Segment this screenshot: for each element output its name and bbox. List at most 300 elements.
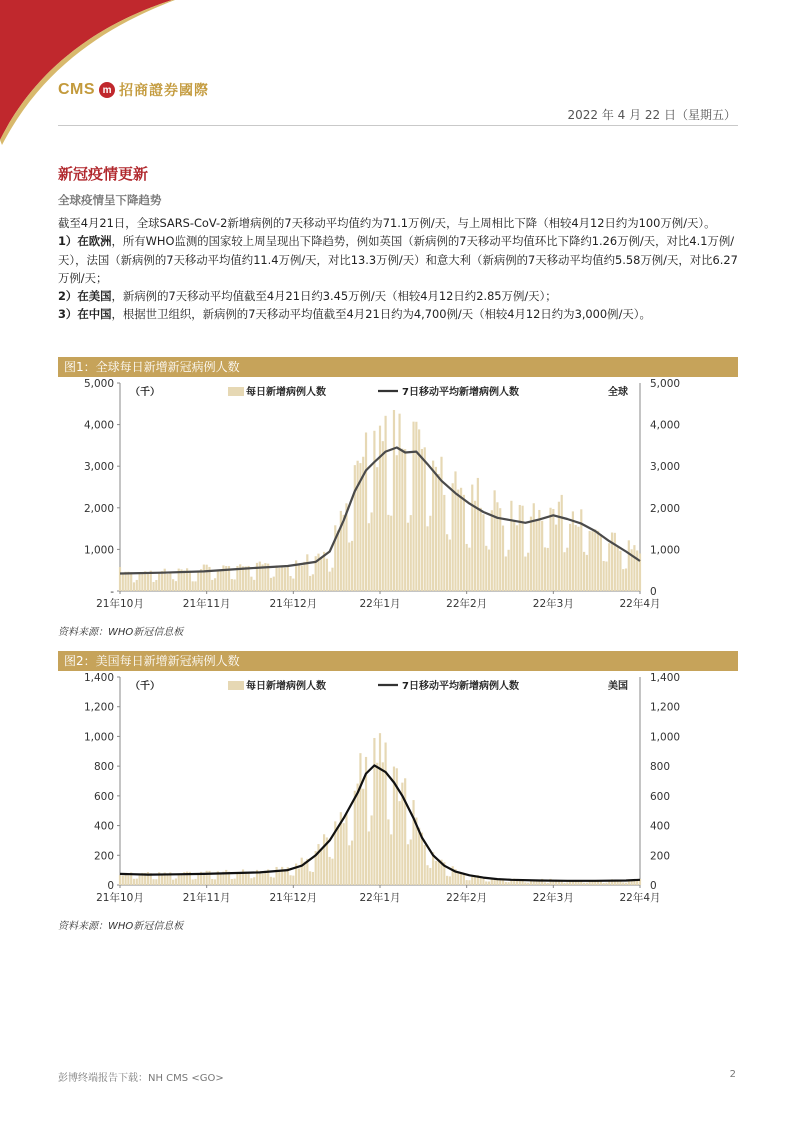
daily-cases-bar bbox=[508, 882, 510, 885]
y-tick-label-right: 800 bbox=[650, 761, 671, 774]
legend-bar-label: 每日新增病例人数 bbox=[246, 387, 326, 398]
daily-cases-bar bbox=[547, 883, 549, 885]
daily-cases-bar bbox=[385, 416, 387, 591]
daily-cases-bar bbox=[217, 570, 219, 591]
daily-cases-bar bbox=[519, 505, 521, 591]
daily-cases-bar bbox=[390, 516, 392, 591]
daily-cases-bar bbox=[301, 858, 303, 885]
daily-cases-bar bbox=[527, 883, 529, 885]
daily-cases-bar bbox=[178, 874, 180, 885]
daily-cases-bar bbox=[435, 861, 437, 885]
footer-bloomberg: 彭博终端报告下载：NH CMS <GO> bbox=[58, 1073, 224, 1084]
daily-cases-bar bbox=[415, 422, 417, 591]
daily-cases-bar bbox=[533, 503, 535, 591]
daily-cases-bar bbox=[544, 547, 546, 591]
daily-cases-bar bbox=[351, 841, 353, 885]
daily-cases-bar bbox=[320, 558, 322, 591]
daily-cases-bar bbox=[639, 553, 641, 591]
daily-cases-bar bbox=[527, 553, 529, 591]
daily-cases-bar bbox=[376, 467, 378, 591]
chart-global bbox=[58, 357, 738, 638]
daily-cases-bar bbox=[549, 508, 551, 591]
daily-cases-bar bbox=[189, 571, 191, 591]
daily-cases-bar bbox=[404, 778, 406, 885]
daily-cases-bar bbox=[194, 581, 196, 591]
y-tick-label-left: 4,000 bbox=[83, 419, 114, 432]
x-tick-label: 22年3月 bbox=[532, 892, 574, 904]
y-tick-label-right: 600 bbox=[650, 790, 671, 803]
daily-cases-bar bbox=[301, 565, 303, 591]
daily-cases-bar bbox=[460, 874, 462, 885]
chart-global-plot bbox=[58, 377, 738, 615]
daily-cases-bar bbox=[496, 502, 498, 591]
daily-cases-bar bbox=[312, 872, 314, 885]
daily-cases-bar bbox=[133, 582, 135, 591]
y-tick-label-right: 1,400 bbox=[650, 672, 681, 684]
legend-bar-label: 每日新增病例人数 bbox=[246, 681, 326, 692]
text-europe: ，所有WHO监测的国家较上周呈现出下降趋势，例如英国（新病例的7天移动平均值环比下降约1.26万例/天，对比4.1万例/天），法国（新病例的7天移动平均值约11.4万例/天，对比13.3万例/天）和意大利（新病例的7天移动平均值约5.58万例/天，对比6.27万例/天； bbox=[58, 234, 738, 285]
daily-cases-bar bbox=[432, 461, 434, 591]
daily-cases-bar bbox=[169, 573, 171, 591]
daily-cases-bar bbox=[303, 562, 305, 591]
daily-cases-bar bbox=[580, 509, 582, 591]
daily-cases-bar bbox=[569, 524, 571, 591]
daily-cases-bar bbox=[130, 572, 132, 591]
daily-cases-bar bbox=[614, 533, 616, 591]
y-tick-label-right: 1,000 bbox=[650, 731, 681, 744]
daily-cases-bar bbox=[502, 880, 504, 885]
daily-cases-bar bbox=[379, 426, 381, 591]
y-tick-label-right: 0 bbox=[650, 880, 657, 892]
daily-cases-bar bbox=[155, 580, 157, 591]
section-subtitle: 全球疫情呈下降趋势 bbox=[58, 193, 162, 207]
x-tick-label: 22年2月 bbox=[446, 892, 488, 904]
x-tick-label: 21年10月 bbox=[96, 892, 144, 904]
daily-cases-bar bbox=[357, 461, 359, 591]
region-label: 全球 bbox=[608, 387, 628, 398]
daily-cases-bar bbox=[376, 763, 378, 885]
unit-label: （千） bbox=[130, 681, 160, 692]
daily-cases-bar bbox=[152, 582, 154, 591]
daily-cases-bar bbox=[155, 879, 157, 885]
daily-cases-bar bbox=[211, 879, 213, 885]
region-label: 美国 bbox=[608, 681, 628, 692]
daily-cases-bar bbox=[119, 567, 121, 591]
daily-cases-bar bbox=[426, 526, 428, 591]
daily-cases-bar bbox=[348, 543, 350, 591]
y-tick-label-right: 5,000 bbox=[650, 378, 681, 390]
daily-cases-bar bbox=[429, 868, 431, 885]
daily-cases-bar bbox=[382, 762, 384, 885]
daily-cases-bar bbox=[426, 865, 428, 885]
daily-cases-bar bbox=[474, 877, 476, 885]
daily-cases-bar bbox=[575, 525, 577, 591]
daily-cases-bar bbox=[558, 502, 560, 591]
daily-cases-bar bbox=[292, 579, 294, 591]
daily-cases-bar bbox=[625, 568, 627, 591]
daily-cases-bar bbox=[206, 565, 208, 591]
daily-cases-bar bbox=[250, 577, 252, 591]
daily-cases-bar bbox=[289, 576, 291, 591]
daily-cases-bar bbox=[144, 571, 146, 591]
daily-cases-bar bbox=[449, 540, 451, 591]
daily-cases-bar bbox=[281, 565, 283, 591]
daily-cases-bar bbox=[231, 879, 233, 885]
unit-label: （千） bbox=[130, 387, 160, 398]
daily-cases-bar bbox=[505, 882, 507, 885]
daily-cases-bar bbox=[463, 495, 465, 591]
daily-cases-bar bbox=[410, 515, 412, 591]
page-number: 2 bbox=[729, 1069, 736, 1080]
chart-source: 资料来源：WHO新冠信息板 bbox=[58, 921, 184, 932]
daily-cases-bar bbox=[248, 566, 250, 591]
daily-cases-bar bbox=[625, 883, 627, 885]
daily-cases-bar bbox=[119, 875, 121, 885]
daily-cases-bar bbox=[158, 573, 160, 591]
daily-cases-bar bbox=[138, 875, 140, 885]
daily-cases-bar bbox=[192, 581, 194, 591]
daily-cases-bar bbox=[466, 880, 468, 885]
x-tick-label: 21年12月 bbox=[269, 598, 318, 610]
daily-cases-bar bbox=[306, 554, 308, 591]
daily-cases-bar bbox=[485, 881, 487, 885]
daily-cases-bar bbox=[412, 800, 414, 885]
legend-line-label: 7日移动平均新增病例人数 bbox=[402, 387, 519, 398]
legend-bar-swatch bbox=[228, 387, 244, 396]
daily-cases-bar bbox=[468, 548, 470, 591]
daily-cases-bar bbox=[449, 876, 451, 885]
daily-cases-bar bbox=[234, 879, 236, 885]
daily-cases-bar bbox=[622, 569, 624, 591]
daily-cases-bar bbox=[429, 516, 431, 591]
daily-cases-bar bbox=[457, 490, 459, 591]
y-tick-label-left: 800 bbox=[93, 761, 114, 774]
daily-cases-bar bbox=[583, 883, 585, 885]
daily-cases-bar bbox=[373, 431, 375, 591]
daily-cases-bar bbox=[138, 573, 140, 591]
daily-cases-bar bbox=[387, 819, 389, 885]
chart-us bbox=[58, 651, 738, 932]
daily-cases-bar bbox=[354, 465, 356, 591]
daily-cases-bar bbox=[275, 565, 277, 591]
paragraph-global: 截至4月21日，全球SARS-CoV-2新增病例的7天移动平均值约为71.1万例/天，与上周相比下降（相较4月12日约为100万例/天）。 bbox=[58, 216, 716, 230]
daily-cases-bar bbox=[480, 508, 482, 591]
daily-cases-bar bbox=[577, 527, 579, 591]
daily-cases-bar bbox=[547, 548, 549, 591]
daily-cases-bar bbox=[488, 881, 490, 885]
daily-cases-bar bbox=[438, 474, 440, 591]
y-tick-label-right: 2,000 bbox=[650, 502, 681, 515]
daily-cases-bar bbox=[125, 874, 127, 885]
daily-cases-bar bbox=[538, 510, 540, 591]
daily-cases-bar bbox=[603, 561, 605, 591]
daily-cases-bar bbox=[122, 876, 124, 885]
daily-cases-bar bbox=[521, 506, 523, 591]
x-tick-label: 21年12月 bbox=[269, 892, 318, 904]
daily-cases-bar bbox=[261, 874, 263, 885]
y-tick-label-left: 1,200 bbox=[83, 701, 114, 714]
daily-cases-bar bbox=[345, 813, 347, 885]
daily-cases-bar bbox=[234, 579, 236, 591]
daily-cases-bar bbox=[438, 859, 440, 885]
daily-cases-bar bbox=[253, 877, 255, 885]
daily-cases-bar bbox=[385, 743, 387, 885]
daily-cases-bar bbox=[622, 882, 624, 885]
daily-cases-bar bbox=[617, 547, 619, 591]
daily-cases-bar bbox=[175, 878, 177, 885]
daily-cases-bar bbox=[524, 557, 526, 591]
daily-cases-bar bbox=[357, 784, 359, 885]
daily-cases-bar bbox=[544, 882, 546, 885]
y-tick-label-left: - bbox=[110, 586, 114, 598]
daily-cases-bar bbox=[583, 552, 585, 591]
daily-cases-bar bbox=[597, 531, 599, 591]
daily-cases-bar bbox=[446, 876, 448, 885]
daily-cases-bar bbox=[331, 568, 333, 591]
daily-cases-bar bbox=[418, 828, 420, 885]
body-text bbox=[58, 214, 740, 324]
daily-cases-bar bbox=[220, 874, 222, 885]
daily-cases-bar bbox=[412, 422, 414, 591]
daily-cases-bar bbox=[337, 530, 339, 591]
daily-cases-bar bbox=[329, 572, 331, 591]
daily-cases-bar bbox=[289, 875, 291, 885]
daily-cases-bar bbox=[401, 449, 403, 591]
y-tick-label-left: 3,000 bbox=[83, 461, 114, 474]
daily-cases-bar bbox=[477, 478, 479, 591]
label-europe: 1）在欧洲 bbox=[58, 234, 112, 249]
daily-cases-bar bbox=[404, 449, 406, 591]
daily-cases-bar bbox=[460, 488, 462, 591]
daily-cases-bar bbox=[329, 857, 331, 885]
daily-cases-bar bbox=[410, 839, 412, 885]
section-title: 新冠疫情更新 bbox=[58, 165, 149, 183]
daily-cases-bar bbox=[443, 495, 445, 591]
logo-text-en: CMS bbox=[58, 81, 96, 98]
logo-text-cn: 招商證券國際 bbox=[119, 83, 210, 99]
paragraph-china bbox=[58, 305, 740, 323]
y-tick-label-left: 1,000 bbox=[83, 544, 114, 557]
daily-cases-bar bbox=[463, 874, 465, 885]
y-tick-label-left: 5,000 bbox=[83, 378, 114, 390]
daily-cases-bar bbox=[390, 834, 392, 885]
daily-cases-bar bbox=[566, 548, 568, 591]
daily-cases-bar bbox=[136, 879, 138, 885]
chart-title: 图1：全球每日新增新冠病例人数 bbox=[58, 357, 738, 377]
daily-cases-bar bbox=[502, 526, 504, 591]
daily-cases-bar bbox=[524, 882, 526, 885]
daily-cases-bar bbox=[605, 883, 607, 885]
daily-cases-bar bbox=[633, 545, 635, 591]
daily-cases-bar bbox=[359, 753, 361, 885]
daily-cases-bar bbox=[273, 878, 275, 885]
x-tick-label: 22年3月 bbox=[532, 598, 574, 610]
daily-cases-bar bbox=[127, 572, 129, 591]
daily-cases-bar bbox=[591, 531, 593, 591]
y-tick-label-right: 1,000 bbox=[650, 544, 681, 557]
daily-cases-bar bbox=[407, 844, 409, 885]
y-tick-label-left: 1,000 bbox=[83, 731, 114, 744]
daily-cases-bar bbox=[589, 531, 591, 591]
daily-cases-bar bbox=[337, 827, 339, 885]
y-tick-label-left: 2,000 bbox=[83, 502, 114, 515]
daily-cases-bar bbox=[466, 544, 468, 591]
daily-cases-bar bbox=[214, 879, 216, 885]
daily-cases-bar bbox=[136, 580, 138, 591]
daily-cases-bar bbox=[482, 514, 484, 591]
daily-cases-bar bbox=[491, 510, 493, 591]
daily-cases-bar bbox=[474, 501, 476, 591]
paragraph-us bbox=[58, 287, 740, 305]
daily-cases-bar bbox=[365, 432, 367, 591]
label-china: 3）在中国 bbox=[58, 307, 112, 322]
daily-cases-bar bbox=[485, 546, 487, 591]
daily-cases-bar bbox=[516, 525, 518, 591]
daily-cases-bar bbox=[343, 515, 345, 591]
daily-cases-bar bbox=[180, 874, 182, 885]
x-tick-label: 22年2月 bbox=[446, 598, 488, 610]
daily-cases-bar bbox=[603, 883, 605, 885]
daily-cases-bar bbox=[488, 550, 490, 591]
daily-cases-bar bbox=[435, 467, 437, 591]
daily-cases-bar bbox=[508, 550, 510, 591]
daily-cases-bar bbox=[535, 520, 537, 591]
text-us: ，新病例的7天移动平均值截至4月21日约3.45万例/天（相较4月12日约2.85万例/天）； bbox=[111, 289, 557, 304]
daily-cases-bar bbox=[166, 574, 168, 591]
daily-cases-bar bbox=[147, 573, 149, 591]
daily-cases-bar bbox=[424, 845, 426, 885]
company-logo bbox=[58, 80, 209, 100]
x-tick-label: 22年1月 bbox=[359, 892, 401, 904]
daily-cases-bar bbox=[284, 568, 286, 591]
daily-cases-bar bbox=[499, 508, 501, 591]
daily-cases-bar bbox=[166, 874, 168, 885]
daily-cases-bar bbox=[172, 880, 174, 885]
y-tick-label-right: 400 bbox=[650, 820, 671, 833]
daily-cases-bar bbox=[273, 577, 275, 591]
daily-cases-bar bbox=[396, 455, 398, 591]
daily-cases-bar bbox=[368, 523, 370, 591]
daily-cases-bar bbox=[287, 567, 289, 591]
daily-cases-bar bbox=[231, 579, 233, 591]
daily-cases-bar bbox=[309, 576, 311, 591]
daily-cases-bar bbox=[326, 559, 328, 591]
daily-cases-bar bbox=[211, 580, 213, 591]
legend-bar-swatch bbox=[228, 681, 244, 690]
daily-cases-bar bbox=[292, 876, 294, 885]
daily-cases-bar bbox=[220, 570, 222, 591]
daily-cases-bar bbox=[563, 552, 565, 591]
daily-cases-bar bbox=[236, 874, 238, 885]
daily-cases-bar bbox=[572, 511, 574, 591]
daily-cases-bar bbox=[133, 879, 135, 885]
daily-cases-bar bbox=[320, 849, 322, 885]
daily-cases-bar bbox=[600, 534, 602, 591]
daily-cases-bar bbox=[270, 877, 272, 885]
x-tick-label: 22年4月 bbox=[619, 598, 661, 610]
y-tick-label-right: 1,200 bbox=[650, 701, 681, 714]
text-china: ，根据世卫组织，新病例的7天移动平均值截至4月21日约为4,700例/天（相较4月12日约为3,000例/天）。 bbox=[111, 307, 651, 322]
daily-cases-bar bbox=[393, 410, 395, 591]
y-tick-label-left: 400 bbox=[93, 820, 114, 833]
daily-cases-bar bbox=[561, 495, 563, 591]
daily-cases-bar bbox=[351, 541, 353, 591]
daily-cases-bar bbox=[452, 483, 454, 591]
daily-cases-bar bbox=[513, 521, 515, 591]
daily-cases-bar bbox=[278, 872, 280, 885]
daily-cases-bar bbox=[398, 801, 400, 885]
daily-cases-bar bbox=[373, 738, 375, 885]
daily-cases-bar bbox=[152, 879, 154, 885]
daily-cases-bar bbox=[214, 578, 216, 591]
daily-cases-bar bbox=[298, 868, 300, 885]
daily-cases-bar bbox=[421, 449, 423, 591]
daily-cases-bar bbox=[362, 789, 364, 885]
daily-cases-bar bbox=[161, 571, 163, 591]
daily-cases-bar bbox=[563, 883, 565, 885]
daily-cases-bar bbox=[510, 501, 512, 591]
daily-cases-bar bbox=[183, 571, 185, 591]
daily-cases-bar bbox=[594, 529, 596, 591]
daily-cases-bar bbox=[331, 859, 333, 885]
logo-mark-icon: m bbox=[99, 82, 115, 98]
y-tick-label-left: 200 bbox=[93, 850, 114, 863]
y-tick-label-right: 200 bbox=[650, 850, 671, 863]
daily-cases-bar bbox=[505, 556, 507, 591]
corner-ornament bbox=[0, 0, 175, 145]
daily-cases-bar bbox=[636, 550, 638, 591]
daily-cases-bar bbox=[628, 540, 630, 591]
daily-cases-bar bbox=[494, 490, 496, 591]
daily-cases-bar bbox=[242, 566, 244, 591]
daily-cases-bar bbox=[379, 733, 381, 885]
daily-cases-bar bbox=[275, 867, 277, 885]
chart-source: 资料来源：WHO新冠信息板 bbox=[58, 627, 184, 638]
x-tick-label: 21年11月 bbox=[182, 598, 231, 610]
daily-cases-bar bbox=[284, 869, 286, 885]
daily-cases-bar bbox=[248, 873, 250, 885]
daily-cases-bar bbox=[457, 872, 459, 885]
x-tick-label: 21年11月 bbox=[182, 892, 231, 904]
daily-cases-bar bbox=[398, 414, 400, 591]
daily-cases-bar bbox=[278, 568, 280, 591]
daily-cases-bar bbox=[424, 447, 426, 591]
daily-cases-bar bbox=[323, 552, 325, 591]
daily-cases-bar bbox=[371, 815, 373, 885]
daily-cases-bar bbox=[259, 872, 261, 885]
paragraph-europe bbox=[58, 232, 740, 287]
daily-cases-bar bbox=[555, 525, 557, 591]
report-date: 2022 年 4 月 22 日（星期五） bbox=[567, 108, 736, 122]
daily-cases-bar bbox=[552, 509, 554, 591]
daily-cases-bar bbox=[194, 879, 196, 885]
daily-cases-bar bbox=[270, 578, 272, 591]
daily-cases-bar bbox=[368, 831, 370, 885]
y-tick-label-right: 3,000 bbox=[650, 461, 681, 474]
daily-cases-bar bbox=[454, 471, 456, 591]
label-us: 2）在美国 bbox=[58, 289, 112, 304]
y-tick-label-left: 0 bbox=[107, 880, 114, 892]
daily-cases-bar bbox=[586, 555, 588, 591]
daily-cases-bar bbox=[440, 457, 442, 591]
daily-cases-bar bbox=[348, 845, 350, 885]
daily-cases-bar bbox=[530, 517, 532, 591]
legend-line-label: 7日移动平均新增病例人数 bbox=[402, 681, 519, 692]
daily-cases-bar bbox=[197, 571, 199, 591]
daily-cases-bar bbox=[516, 880, 518, 885]
daily-cases-bar bbox=[250, 878, 252, 885]
daily-cases-bar bbox=[203, 565, 205, 591]
